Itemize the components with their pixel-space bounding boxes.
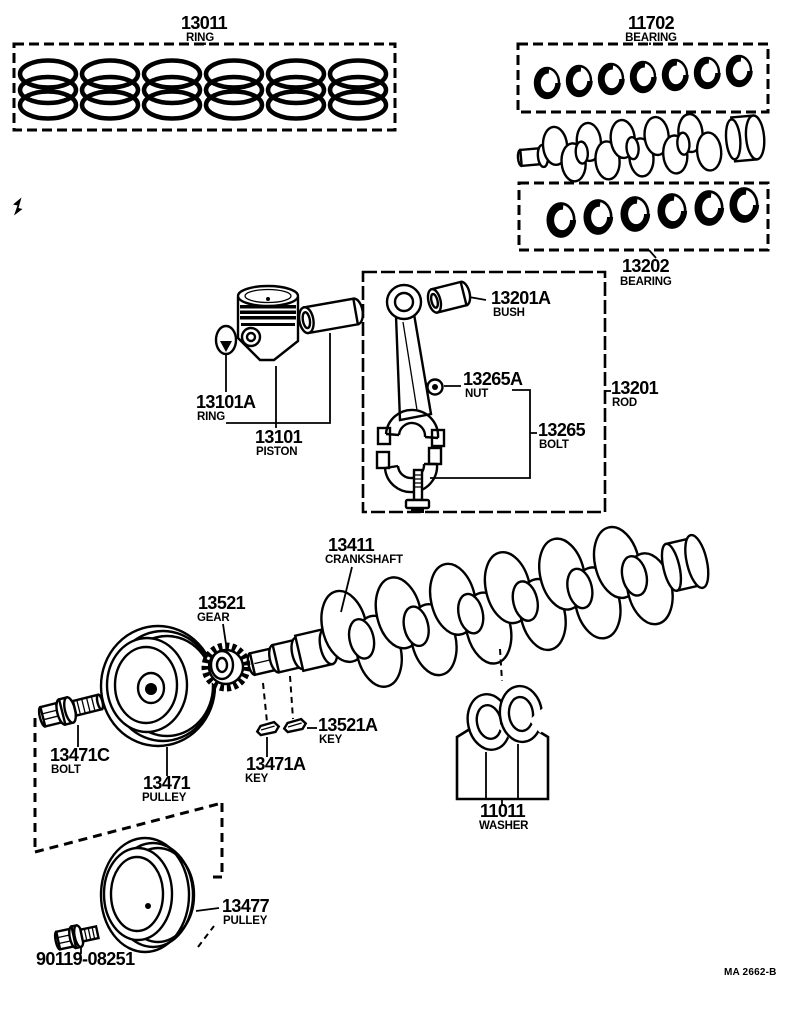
label-rod-bolt [538, 420, 586, 451]
part-number: 13202 [622, 256, 670, 276]
part-number: 11702 [627, 13, 675, 33]
bearing-shell [731, 189, 757, 222]
label-rod [611, 378, 659, 409]
part-number: 13477 [222, 896, 270, 916]
part-name: GEAR [197, 612, 230, 624]
label-gear [197, 593, 246, 624]
bearing-shell [548, 204, 574, 237]
part-number: 13201A [491, 288, 551, 308]
part-name: BEARING [620, 276, 672, 288]
part-name: PISTON [256, 446, 298, 458]
pulley-key-drawing [256, 722, 279, 736]
label-bush [491, 288, 551, 319]
ring-set [20, 61, 76, 119]
part-number: 13521 [198, 593, 246, 613]
part-number: 13101A [196, 392, 256, 412]
bearing-shell [631, 62, 655, 92]
thrust-washer-drawing [497, 682, 562, 744]
rod-nut-drawing [428, 380, 443, 395]
part-number: 13011 [180, 13, 228, 33]
front-direction-arrow-icon [13, 198, 23, 216]
label-alt-pulley [222, 896, 270, 927]
piston-drawing [238, 286, 298, 360]
ring-set [82, 61, 138, 119]
label-crankshaft [325, 535, 403, 566]
label-piston-pin-ring [196, 392, 256, 423]
drawing-code: MA 2662-B [724, 967, 777, 978]
part-number: 13471A [246, 754, 306, 774]
ring-sets-drawing [20, 61, 386, 119]
bearing-shell [599, 64, 623, 94]
part-name: BUSH [493, 307, 525, 319]
alt-pulley-drawing [101, 838, 194, 952]
part-number: 13101 [255, 427, 303, 447]
part-number: 90119-08251 [36, 949, 135, 969]
part-name: PULLEY [223, 915, 268, 927]
part-number: 13265A [463, 369, 523, 389]
label-bearing-upper [625, 13, 677, 44]
alt-pulley-bolt-drawing [53, 921, 99, 951]
label-gear-key [318, 715, 378, 746]
part-number: 13471 [143, 773, 191, 793]
ring-set [330, 61, 386, 119]
pin-snap-ring-drawing [216, 326, 236, 354]
part-number: 13201 [611, 378, 659, 398]
bearing-shell [622, 198, 648, 231]
label-bearing-lower [620, 256, 672, 288]
washer-stand-lines [486, 744, 518, 798]
bearing-shell [659, 195, 685, 228]
label-thrust-washer [479, 801, 529, 832]
label-ring-set [181, 13, 228, 44]
pulley-drawing [101, 626, 215, 746]
part-number: 13471C [50, 745, 110, 765]
crankshaft-drawing [236, 507, 718, 718]
bearing-shell [695, 58, 719, 88]
crankshaft-small-drawing [515, 108, 766, 187]
label-piston [255, 427, 303, 458]
part-name: ROD [612, 397, 637, 409]
bearing-shell [663, 60, 687, 90]
bearing-shell [567, 66, 591, 96]
ring-set [144, 61, 200, 119]
part-name: RING [197, 411, 225, 423]
bearing-shell [535, 68, 559, 98]
bearing-shell [696, 192, 722, 225]
part-name: PULLEY [142, 792, 187, 804]
part-number: 13521A [318, 715, 378, 735]
part-name: RING [186, 32, 214, 44]
part-number: 13265 [538, 420, 586, 440]
bearing-shell [585, 201, 611, 234]
label-pulley [142, 773, 191, 804]
part-name: BOLT [539, 439, 569, 451]
label-alt-pulley-bolt [36, 949, 135, 969]
pulley-bolt-drawing [37, 689, 106, 730]
gear-drawing [205, 646, 247, 688]
label-pulley-bolt [50, 745, 110, 776]
part-name: BEARING [625, 32, 677, 44]
part-name: NUT [465, 388, 489, 400]
part-name: CRANKSHAFT [325, 554, 403, 566]
part-name: BOLT [51, 764, 81, 776]
label-rod-nut [463, 369, 523, 400]
part-name: WASHER [479, 820, 529, 832]
ring-set [268, 61, 324, 119]
bearing-upper-drawing [535, 56, 751, 98]
ring-set [206, 61, 262, 119]
gear-key-drawing [283, 719, 306, 733]
part-number: 13411 [328, 535, 375, 555]
piston-pin-drawing [297, 297, 365, 334]
part-name: KEY [319, 734, 343, 746]
bearing-lower-drawing [548, 189, 757, 237]
part-number: 11011 [480, 801, 526, 821]
bearing-shell [727, 56, 751, 86]
label-pulley-key [245, 754, 306, 785]
part-name: KEY [245, 773, 269, 785]
